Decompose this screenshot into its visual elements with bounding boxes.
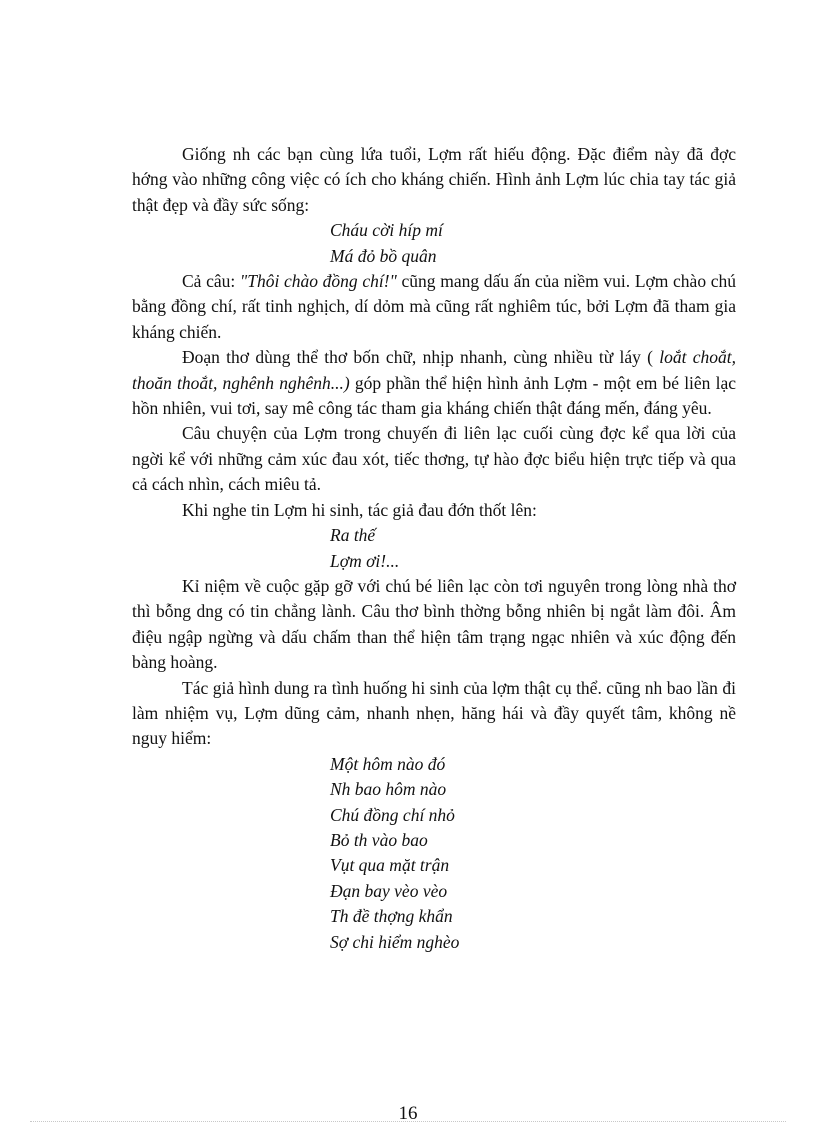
quoted-verse: "Thôi chào đồng chí!" <box>239 271 397 292</box>
poem-line: Nh bao hôm nào <box>330 779 447 800</box>
paragraph-7: Tác giả hình dung ra tình huống hi sinh của lợm thật cụ thể. cũng nh bao lần đi làm nhiệm vụ, Lợm dũng cảm, nhanh nhẹn, hăng hái và đầy quyết tâm, không nề nguy hiểm: <box>132 677 736 749</box>
poem-line: Ra thế <box>330 525 376 546</box>
poem-line: Một hôm nào đó <box>330 753 446 774</box>
poem-line: Chú đồng chí nhỏ <box>330 804 455 825</box>
paragraph-2 <box>132 269 736 345</box>
body-text <box>132 142 736 955</box>
poem-line: Cháu cời híp mí <box>330 220 443 241</box>
footer-divider <box>30 1121 786 1122</box>
poem-line: Sợ chi hiểm nghèo <box>330 931 460 952</box>
poem-excerpt-2 <box>132 523 736 574</box>
poem-line: Má đỏ bồ quân <box>330 245 437 266</box>
paragraph-4: Câu chuyện của Lợm trong chuyến đi liên lạc cuối cùng đợc kể qua lời của ngời kể với những cảm xúc đau xót, tiếc thơng, tự hào đợc biểu hiện trực tiếp và qua cả cách nhìn, cách miêu tả. <box>132 423 736 495</box>
paragraph-5: Khi nghe tin Lợm hi sinh, tác giả đau đớn thốt lên: <box>182 499 537 520</box>
poem-line: Bỏ th vào bao <box>330 829 428 850</box>
paragraph-3-rest: góp phần thể hiện hình ảnh Lợm - một em bé liên lạc hồn nhiên, vui tơi, say mê công tác tham gia kháng chiến thật đáng mến, đáng yêu. <box>132 372 736 419</box>
paragraph-3 <box>132 345 736 421</box>
poem-line: Đạn bay vèo vèo <box>330 880 448 901</box>
poem-excerpt-1 <box>132 218 736 269</box>
poem-line: Vụt qua mặt trận <box>330 855 450 876</box>
reduplicative-words: loắt choắt, thoăn thoắt, nghênh nghênh...) <box>132 347 736 393</box>
paragraph-3-lead: Đoạn thơ dùng thể thơ bốn chữ, nhịp nhanh, cùng nhiều từ láy ( <box>182 347 660 368</box>
poem-line: Th đề thợng khẩn <box>330 906 453 927</box>
poem-excerpt-3 <box>132 752 736 955</box>
paragraph-1: Giống nh các bạn cùng lứa tuổi, Lợm rất hiếu động. Đặc điểm này đã đợc hớng vào những công việc có ích cho kháng chiến. Hình ảnh Lợm lúc chia tay tác giả thật đẹp và đầy sức sống: <box>132 144 736 215</box>
poem-line: Lợm ơi!... <box>330 550 400 571</box>
paragraph-2-lead: Cả câu: <box>182 271 240 292</box>
page-number: 16 <box>398 1103 418 1124</box>
paragraph-6: Kỉ niệm về cuộc gặp gỡ với chú bé liên lạc còn tơi nguyên trong lòng nhà thơ thì bỗng dng có tin chẳng lành. Câu thơ bình thờng bỗng nhiên bị ngắt làm đôi. Âm điệu ngập ngừng và dấu chấm than thể hiện tâm trạng ngạc nhiên và xúc động đến bàng hoàng. <box>132 575 736 673</box>
paragraph-2-rest: cũng mang dấu ấn của niềm vui. Lợm chào chú bằng đồng chí, rất tinh nghịch, dí dỏm mà cũng rất nghiêm túc, bởi Lợm đã tham gia kháng chiến. <box>132 271 736 342</box>
